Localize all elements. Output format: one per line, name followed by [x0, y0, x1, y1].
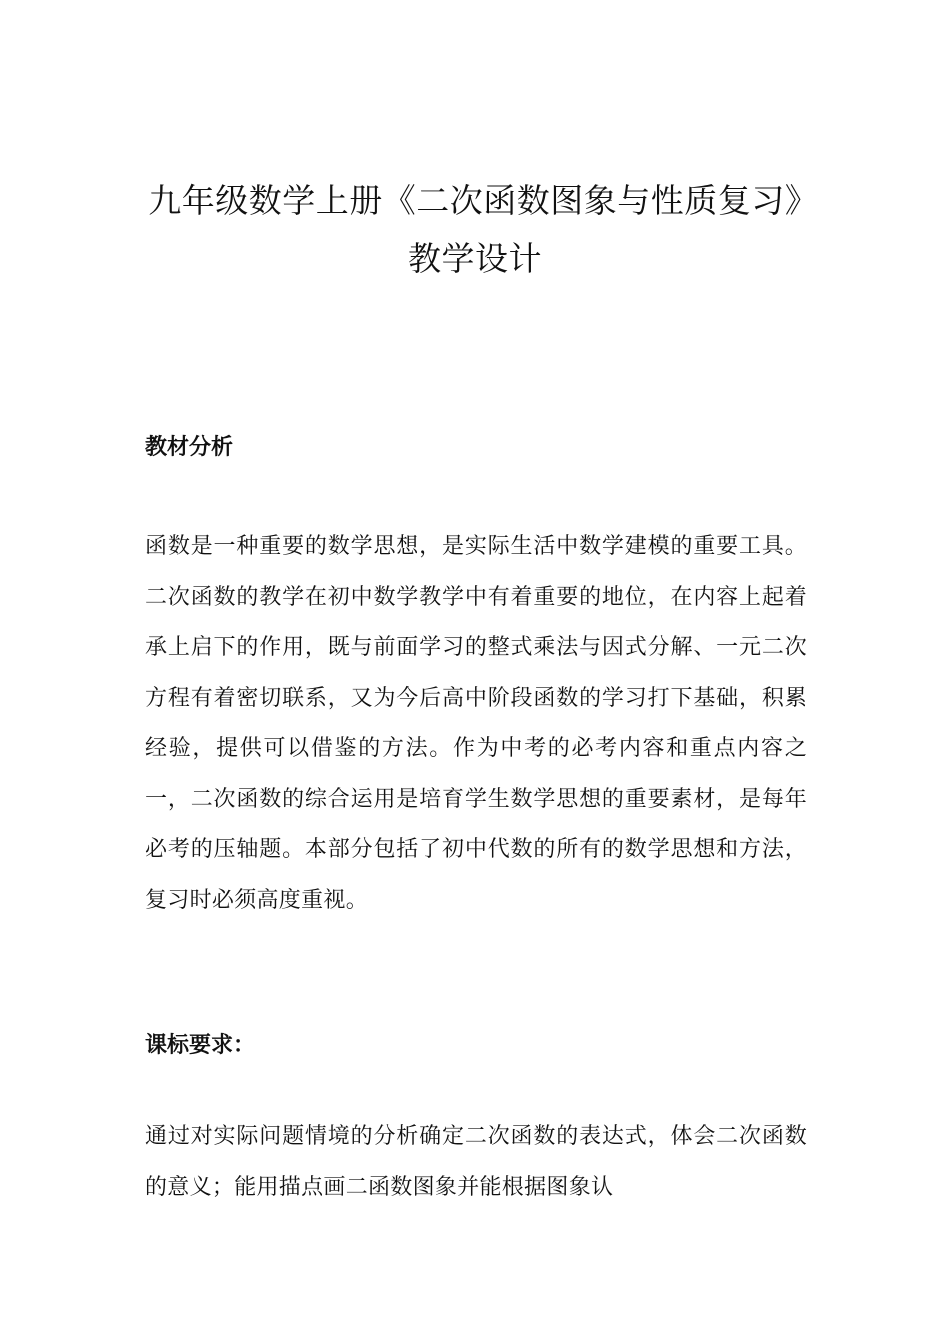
- section-heading-curriculum-requirements: 课标要求：: [145, 1032, 256, 1058]
- section-paragraph-curriculum-requirements: 通过对实际问题情境的分析确定二次函数的表达式，体会二次函数的意义；能用描点画二函数图象并能根据图象认: [145, 1124, 807, 1200]
- section-heading-textbook-analysis: 教材分析: [145, 434, 234, 460]
- document-title: 九年级数学上册《二次函数图象与性质复习》教学设计: [148, 181, 802, 278]
- section-paragraph-textbook-analysis: 函数是一种重要的数学思想，是实际生活中数学建模的重要工具。二次函数的教学在初中数学教学中有着重要的地位，在内容上起着承上启下的作用，既与前面学习的整式乘法与因式分解、一元二次方程有着密切联系，又为今后高中阶段函数的学习打下基础，积累经验，提供可以借鉴的方法。作为中考的必考内容和重点内容之一，二次函数的综合运用是培育学生数学思想的重要素材，是每年必考的压轴题。本部分包括了初中代数的所有的数学思想和方法，复习时必须高度重视。: [145, 534, 807, 913]
